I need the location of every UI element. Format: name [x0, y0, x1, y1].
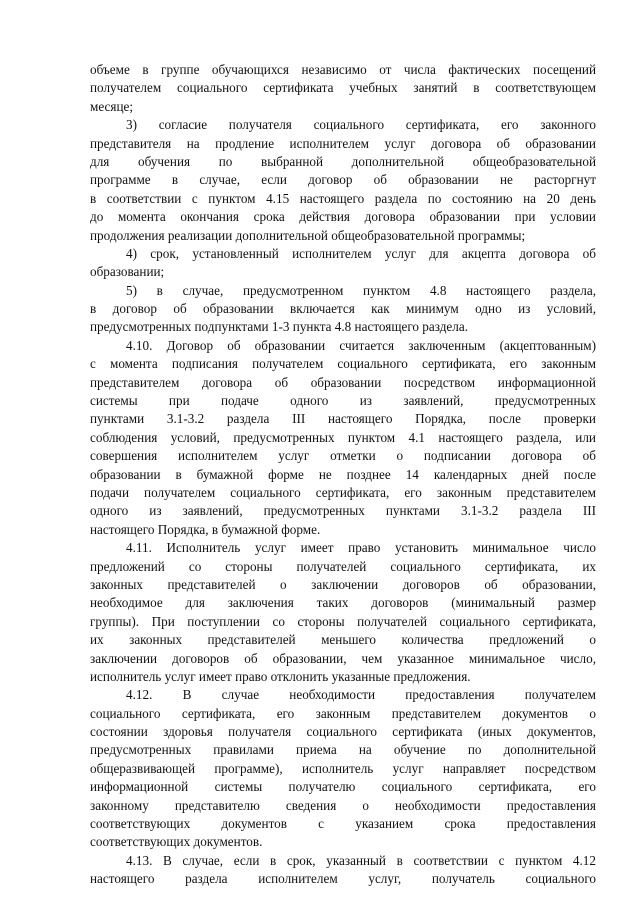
text-line: образовании; [90, 264, 165, 280]
text-line: с момента подписания получателем социального сертификата, его законным [90, 356, 596, 372]
text-line: необходимое для заключения таких договоров (минимальный размер [90, 595, 596, 611]
text-line: представителем договора об образовании посредством информационной [90, 374, 596, 390]
text-line: 4) срок, установленный исполнителем услуг для акцепта договора об [126, 245, 596, 261]
text-line: образовании в бумажной форме не позднее 14 календарных дней после [90, 466, 596, 482]
text-line: одного из заявлений, предусмотренных пунктами 3.1-3.2 раздела III [90, 503, 596, 519]
text-line: законному представителю сведения о необходимости предоставления [90, 797, 596, 813]
text-line: их законных представителей меньшего количества предложений о [90, 632, 596, 648]
text-line: настоящего Порядка, в бумажной форме. [90, 521, 321, 537]
text-line: 3) согласие получателя социального сертификата, его законного [126, 117, 596, 133]
text-line: социального сертификата, его законным представителем документов о [90, 705, 596, 721]
text-line: системы при подаче одного из заявлений, предусмотренных [90, 393, 596, 409]
text-line: исполнитель услуг имеет право отклонить указанные предложения. [90, 668, 471, 684]
text-line: представителя на продление исполнителем услуг договора об образовании [90, 135, 596, 151]
text-line: 5) в случае, предусмотренном пунктом 4.8 настоящего раздела, [126, 282, 596, 298]
text-line: предусмотренных подпунктами 1-3 пункта 4.8 настоящего раздела. [90, 319, 469, 335]
text-line: соблюдения условий, предусмотренных пунктом 4.1 настоящего раздела, или [90, 429, 596, 445]
text-line: подачи получателем социального сертификата, его законным представителем [90, 484, 596, 500]
text-line: группы). При поступлении со стороны получателей социального сертификата, [90, 613, 596, 629]
text-line: совершения исполнителем услуг отметки о подписании договора об [90, 448, 596, 464]
text-line: объеме в группе обучающихся независимо от числа фактических посещений [90, 62, 596, 77]
text-line: продолжения реализации дополнительной общеобразовательной программы; [90, 227, 526, 243]
text-line: заключении договоров об образовании, чем указанное минимальное число, [90, 650, 596, 666]
text-line: общеразвивающей программе), исполнитель услуг направляет посредством [90, 760, 596, 776]
document-page [90, 61, 596, 889]
text-line: 4.11. Исполнитель услуг имеет право установить минимальное число [126, 540, 596, 556]
text-line: 4.12. В случае необходимости предоставления получателем [126, 687, 596, 703]
text-line: до момента окончания срока действия договора образовании при условии [90, 209, 596, 225]
text-line: 4.10. Договор об образовании считается заключенным (акцептованным) [126, 337, 596, 353]
text-line: предложений со стороны получателей социального сертификата, их [90, 558, 596, 574]
text-line: программе в случае, если договор об образовании не расторгнут [90, 172, 596, 188]
text-line: в договор об образовании включается как минимум одно из условий, [90, 301, 596, 317]
text-line: 4.13. В случае, если в срок, указанный в соответствии с пунктом 4.12 [126, 852, 596, 868]
text-line: месяце; [90, 98, 134, 114]
text-line: соответствующих документов с указанием срока предоставления [90, 816, 596, 832]
text-line: для обучения по выбранной дополнительной общеобразовательной [90, 153, 596, 169]
text-line: законных представителей о заключении договоров об образовании, [90, 576, 596, 592]
text-line: предусмотренных правилами приема на обучение по дополнительной [90, 742, 596, 758]
text-line: настоящего раздела исполнителем услуг, получатель социального [90, 871, 596, 887]
text-line: состоянии здоровья получателя социального сертификата (иных документов, [90, 724, 596, 740]
text-line: в соответствии с пунктом 4.15 настоящего раздела по состоянию на 20 день [90, 190, 596, 206]
text-line: получателем социального сертификата учебных занятий в соответствующем [90, 80, 596, 96]
text-line: информационной системы получателю социального сертификата, его [90, 779, 596, 795]
text-line: пунктами 3.1-3.2 раздела III настоящего Порядка, после проверки [90, 411, 596, 427]
text-line: соответствующих документов. [90, 834, 263, 850]
